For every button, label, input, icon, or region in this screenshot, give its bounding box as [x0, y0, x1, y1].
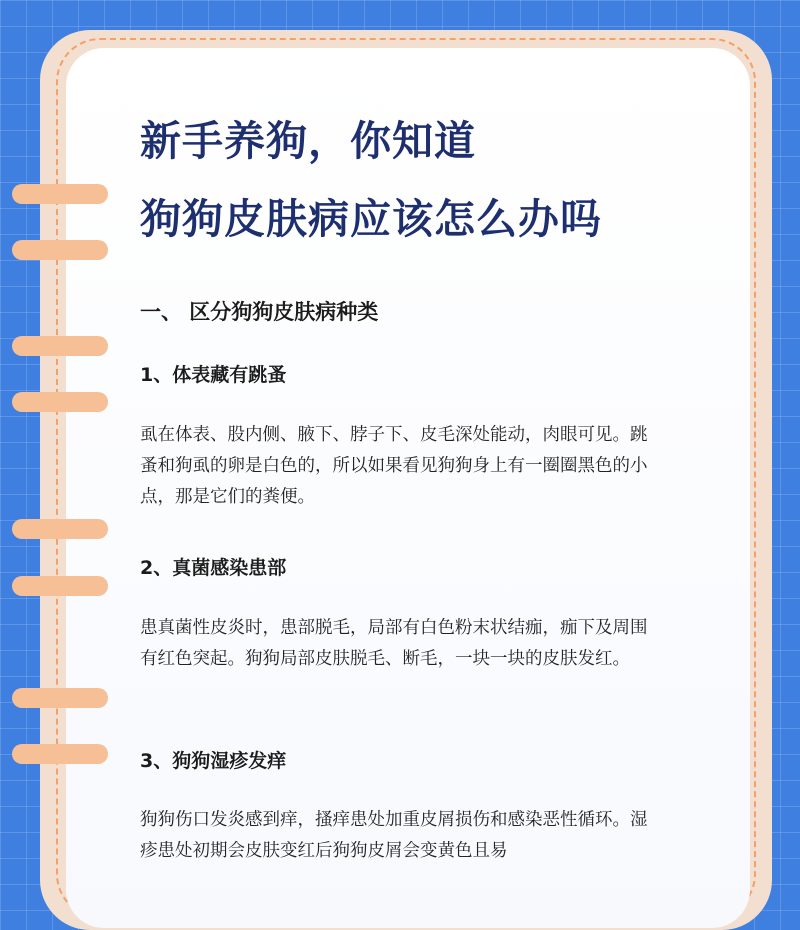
- page-title-line-2: 狗狗皮肤病应该怎么办吗: [140, 195, 602, 243]
- binder-ring: [12, 576, 108, 596]
- binder-ring: [12, 336, 108, 356]
- item-body-fleas: 虱在体表、股内侧、腋下、脖子下、皮毛深处能动，肉眼可见。跳蚤和狗虱的卵是白色的，所以如果看见狗狗身上有一圈圈黑色的小点，那是它们的粪便。: [140, 425, 648, 507]
- binder-ring: [12, 392, 108, 412]
- binder-ring: [12, 240, 108, 260]
- item-body-fungal: 患真菌性皮炎时，患部脱毛，局部有白色粉末状结痂，痂下及周围有红色突起。狗狗局部皮肤脱毛、断毛，一块一块的皮肤发红。: [140, 618, 648, 669]
- item-heading-fleas: 1、体表藏有跳蚤: [140, 364, 287, 386]
- item-heading-eczema: 3、狗狗湿疹发痒: [140, 750, 287, 772]
- binder-ring: [12, 519, 108, 539]
- binder-ring: [12, 184, 108, 204]
- page-title-line-1: 新手养狗，你知道: [140, 117, 476, 165]
- binder-ring: [12, 744, 108, 764]
- section-heading: 一、 区分狗狗皮肤病种类: [140, 300, 379, 324]
- binder-ring: [12, 688, 108, 708]
- item-body-eczema: 狗狗伤口发炎感到痒，搔痒患处加重皮屑损伤和感染恶性循环。湿疹患处初期会皮肤变红后狗狗皮屑会变黄色且易: [140, 810, 648, 861]
- item-heading-fungal: 2、真菌感染患部: [140, 557, 287, 579]
